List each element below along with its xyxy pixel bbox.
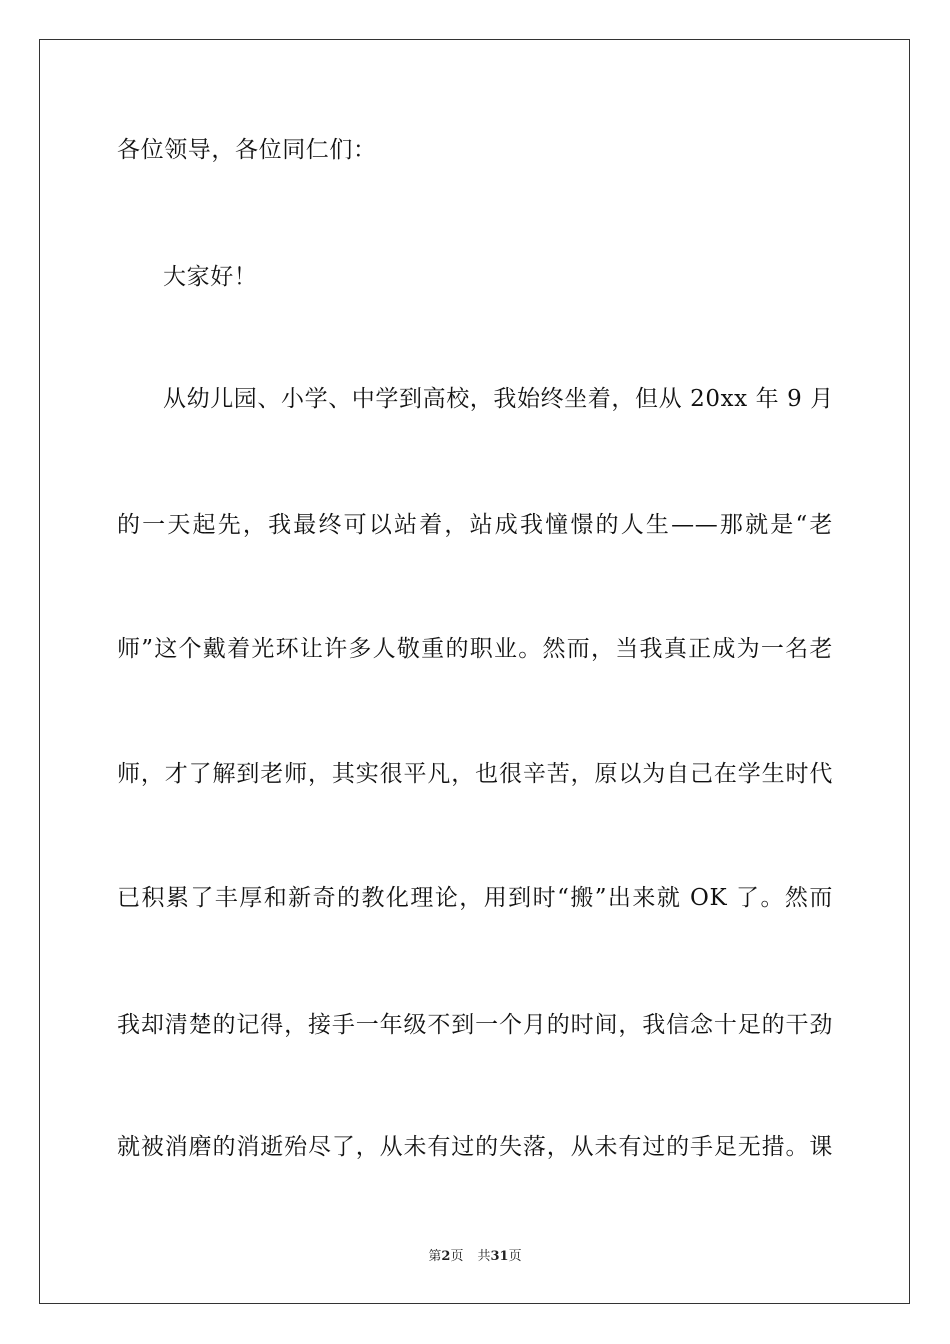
greeting-line: 大家好！ — [163, 264, 258, 290]
body-text-line: 的一天起先，我最终可以站着，站成我憧憬的人生——那就是“老 — [117, 512, 833, 538]
page-suffix: 页 — [450, 1249, 464, 1264]
total-prefix: 共 — [477, 1249, 491, 1264]
total-pages: 31 — [490, 1249, 509, 1264]
total-suffix: 页 — [508, 1249, 522, 1264]
page-prefix: 第 — [428, 1249, 442, 1264]
body-text-line: 师，才了解到老师，其实很平凡，也很辛苦，原以为自己在学生时代 — [117, 761, 833, 787]
body-text-line: 已积累了丰厚和新奇的教化理论，用到时“搬”出来就 OK 了。然而 — [117, 885, 833, 911]
body-text-line: 师”这个戴着光环让许多人敬重的职业。然而，当我真正成为一名老 — [117, 636, 833, 662]
body-text-line: 我却清楚的记得，接手一年级不到一个月的时间，我信念十足的干劲 — [117, 1012, 833, 1038]
salutation-line: 各位领导，各位同仁们： — [117, 137, 377, 163]
body-text-line: 就被消磨的消逝殆尽了，从未有过的失落，从未有过的手足无措。课 — [117, 1134, 833, 1160]
page-number: 2 — [441, 1249, 451, 1264]
page-border — [39, 39, 910, 1304]
body-text-line: 从幼儿园、小学、中学到高校，我始终坐着，但从 20xx 年 9 月 — [163, 386, 834, 412]
page-footer — [0, 1248, 950, 1266]
